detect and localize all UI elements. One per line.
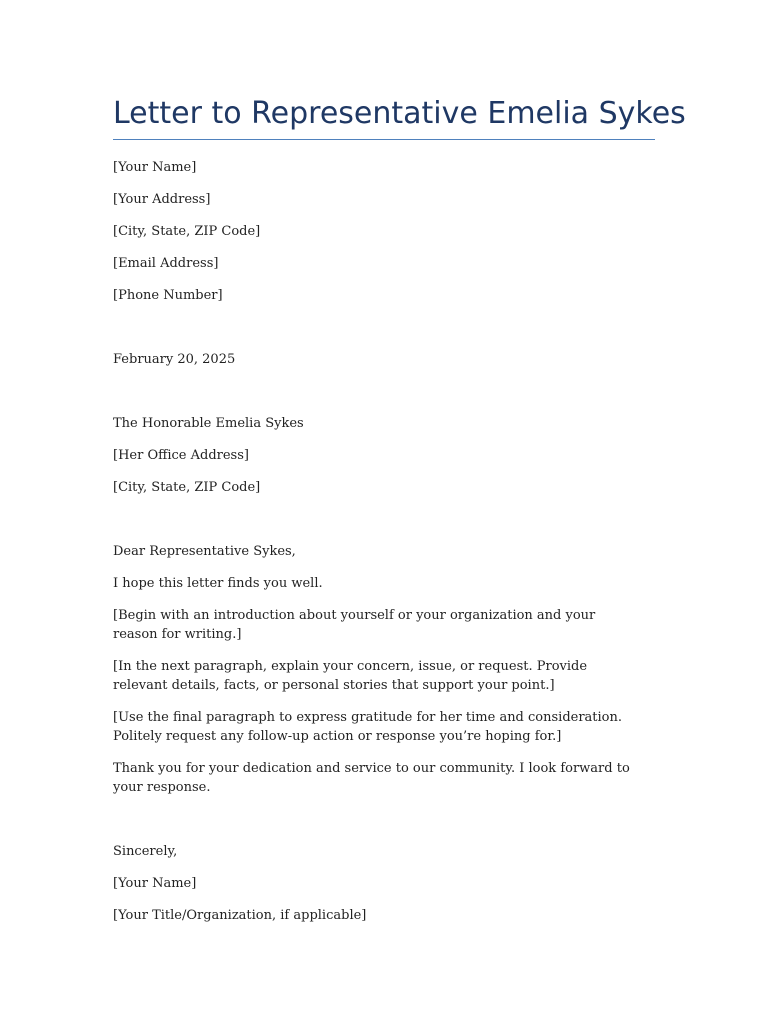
- title-underline: [113, 139, 655, 140]
- recipient-name: The Honorable Emelia Sykes: [113, 416, 304, 431]
- letter-body: [113, 158, 643, 938]
- closing: Sincerely,: [113, 844, 178, 859]
- paragraph-introduction: [Begin with an introduction about yourself or your organization and your reason for writing.]: [113, 608, 596, 642]
- sender-city-state-zip: [City, State, ZIP Code]: [113, 224, 261, 239]
- salutation: Dear Representative Sykes,: [113, 544, 296, 559]
- paragraph-gratitude: [Use the final paragraph to express gratitude for her time and consideration. Politely request any follow-up action or response you’re hoping for.]: [113, 710, 623, 744]
- sender-name: [Your Name]: [113, 160, 197, 175]
- sender-email: [Email Address]: [113, 256, 219, 271]
- paragraph-concern: [In the next paragraph, explain your concern, issue, or request. Provide relevant details, facts, or personal stories that support your point.]: [113, 659, 588, 693]
- document-title: Letter to Representative Emelia Sykes: [113, 96, 686, 131]
- letter-date: February 20, 2025: [113, 352, 236, 367]
- sender-address: [Your Address]: [113, 192, 211, 207]
- paragraph-thanks: Thank you for your dedication and service to our community. I look forward to your response.: [113, 761, 630, 795]
- recipient-address: [Her Office Address]: [113, 448, 249, 463]
- blank-line: [113, 382, 643, 401]
- signature-title: [Your Title/Organization, if applicable]: [113, 908, 367, 923]
- blank-line: [113, 318, 643, 337]
- signature-name: [Your Name]: [113, 876, 197, 891]
- paragraph-greeting: I hope this letter finds you well.: [113, 576, 323, 591]
- recipient-city-state-zip: [City, State, ZIP Code]: [113, 480, 261, 495]
- blank-line: [113, 810, 643, 829]
- sender-phone: [Phone Number]: [113, 288, 223, 303]
- blank-line: [113, 510, 643, 529]
